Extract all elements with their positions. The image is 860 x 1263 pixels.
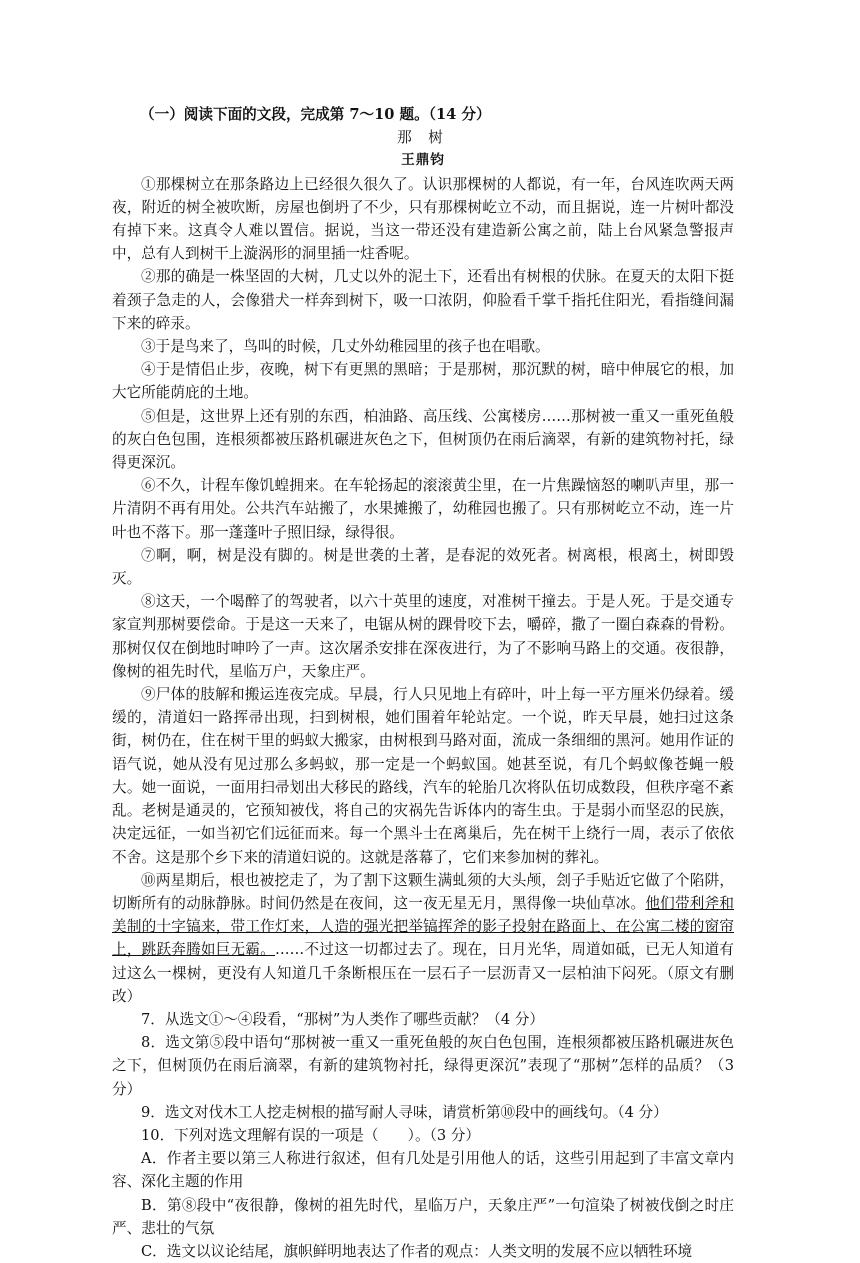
paragraph-4: ④于是情侣止步，夜晚，树下有更黑的黑暗；于是那树，那沉默的树，暗中伸展它的根，加大它所能荫庇的土地。 [112, 361, 734, 402]
section-heading: （一）阅读下面的文段，完成第 7～10 题。（14 分） [140, 106, 491, 123]
paragraph-3: ③于是鸟来了，鸟叫的时候，几丈外幼稚园里的孩子也在唱歌。 [141, 338, 550, 356]
essay-title: 那 树 [397, 129, 449, 147]
essay-author: 王鼎钧 [401, 152, 445, 169]
question-10: 10．下列对选文理解有误的一项是（ ）。（3 分） [141, 1126, 480, 1144]
paragraph-9: ⑨尸体的肢解和搬运连夜完成。早晨，行人只见地上有碎叶，叶上每一平方厘米仍绿着。缓缓的，清道妇一路挥帚出现，扫到树根，她们围着年轮站定。一个说，昨天早晨，她扫过这条街，树仍在，住在树干里的蚂蚁大搬家，由树根到马路对面，流成一条细细的黑河。她用作证的语气说，她从没有见过那么多蚂蚁，那一定是一个蚂蚁国。她甚至说，有几个蚂蚁像苍蝇一般大。她一面说，一面用扫帚划出大移民的路线，汽车的轮胎几次将队伍切成数段，但秩序毫不紊乱。老树是通灵的，它预知被伐，将自己的灾祸先告诉体内的寄生虫。于是弱小而坚忍的民族，决定远征，一如当初它们远征而来。每一个黑斗士在离巢后，先在树干上绕行一周，表示了依依不舍。这是那个乡下来的清道妇说的。这就是落幕了，它们来参加树的葬礼。 [112, 686, 734, 866]
question-8: 8．选文第⑤段中语句“那树被一重又一重死鱼般的灰白色包围，连根须都被压路机碾进灰色之下，但树顶仍在雨后滴翠，有新的建筑物衬托，绿得更深沉”表现了“那树”怎样的品质？（3 分） [112, 1034, 734, 1098]
underlined-sentence: 他们带利斧和美制的十字镐来，带工作灯来，人造的强光把举镐挥斧的影子投射在路面上、在公寓二楼的窗帘上，跳跃奔腾如巨无霸。 [112, 894, 734, 959]
option-b: B．第⑧段中“夜很静，像树的祖先时代，星临万户，天象庄严”一句渲染了树被伐倒之时庄严、悲壮的气氛 [112, 1196, 734, 1237]
paragraph-10-end: ……不过这一切都过去了。现在，日月光华，周道如砥，已无人知道有过这么一棵树，更没有人知道几千条断根压在一层石子一层沥青又一层柏油下闷死。（原文有删改） [112, 941, 734, 1005]
paragraph-10-start: ⑩两星期后，根也被挖走了，为了割下这颗生满虬须的大头颅，刽子手贴近它做了个陷阱，切断所有的动脉静脉。时间仍然是在夜间，这一夜无星无月，黑得像一块仙草冰。 [112, 871, 734, 912]
paragraph-7: ⑦啊，啊，树是没有脚的。树是世袭的土著，是春泥的效死者。树离根，根离土，树即毁灭。 [112, 546, 734, 588]
option-c: C．选文以议论结尾，旗帜鲜明地表达了作者的观点：人类文明的发展不应以牺牲环境 [141, 1242, 693, 1260]
document-content [112, 103, 734, 1263]
question-7: 7．从选文①～④段看，“那树”为人类作了哪些贡献？（4 分） [141, 1010, 544, 1028]
paragraph-6: ⑥不久，计程车像饥蝗拥来。在车轮扬起的滚滚黄尘里，在一片焦躁恼怒的喇叭声里，那一片清阴不再有用处。公共汽车站搬了，水果摊搬了，幼稚园也搬了。只有那树屹立不动，连一片叶也不落下。那一蓬蓬叶子照旧绿，绿得很。 [112, 477, 734, 541]
paragraph-8: ⑧这天，一个喝醉了的驾驶者，以六十英里的速度，对准树干撞去。于是人死。于是交通专家宣判那树要偿命。于是这一天来了，电锯从树的踝骨咬下去，嚼碎，撒了一圈白森森的骨粉。那树仅仅在倒地时呻吟了一声。这次屠杀安排在深夜进行，为了不影响马路上的交通。夜很静，像树的祖先时代，星临万户，天象庄严。 [112, 593, 734, 680]
question-9: 9．选文对伐木工人挖走树根的描写耐人寻味，请赏析第⑩段中的画线句。（4 分） [141, 1103, 668, 1121]
paragraph-10 [112, 869, 734, 1008]
option-a: A．作者主要以第三人称进行叙述，但有几处是引用他人的话，这些引用起到了丰富文章内容、深化主题的作用 [112, 1150, 734, 1191]
paragraph-1: ①那棵树立在那条路边上已经很久很久了。认识那棵树的人都说，有一年，台风连吹两天两夜，附近的树全被吹断，房屋也倒坍了不少，只有那棵树屹立不动，而且据说，连一片树叶都没有掉下来。这真令人难以置信。据说，当这一带还没有建造新公寓之前，陆上台风紧急警报声中，总有人到树干上漩涡形的洞里插一炷香呢。 [112, 175, 734, 263]
paragraph-2: ②那的确是一株坚固的大树，几丈以外的泥土下，还看出有树根的伏脉。在夏天的太阳下挺着颈子急走的人，会像猎犬一样奔到树下，吸一口浓阴，仰脸看千掌千指托住阳光，看指缝间漏下来的碎汞。 [112, 268, 734, 332]
paragraph-5: ⑤但是，这世界上还有别的东西，柏油路、高压线、公寓楼房……那树被一重又一重死鱼般的灰白色包围，连根须都被压路机碾进灰色之下，但树顶仍在雨后滴翠，有新的建筑物衬托，绿得更深沉。 [112, 407, 734, 472]
